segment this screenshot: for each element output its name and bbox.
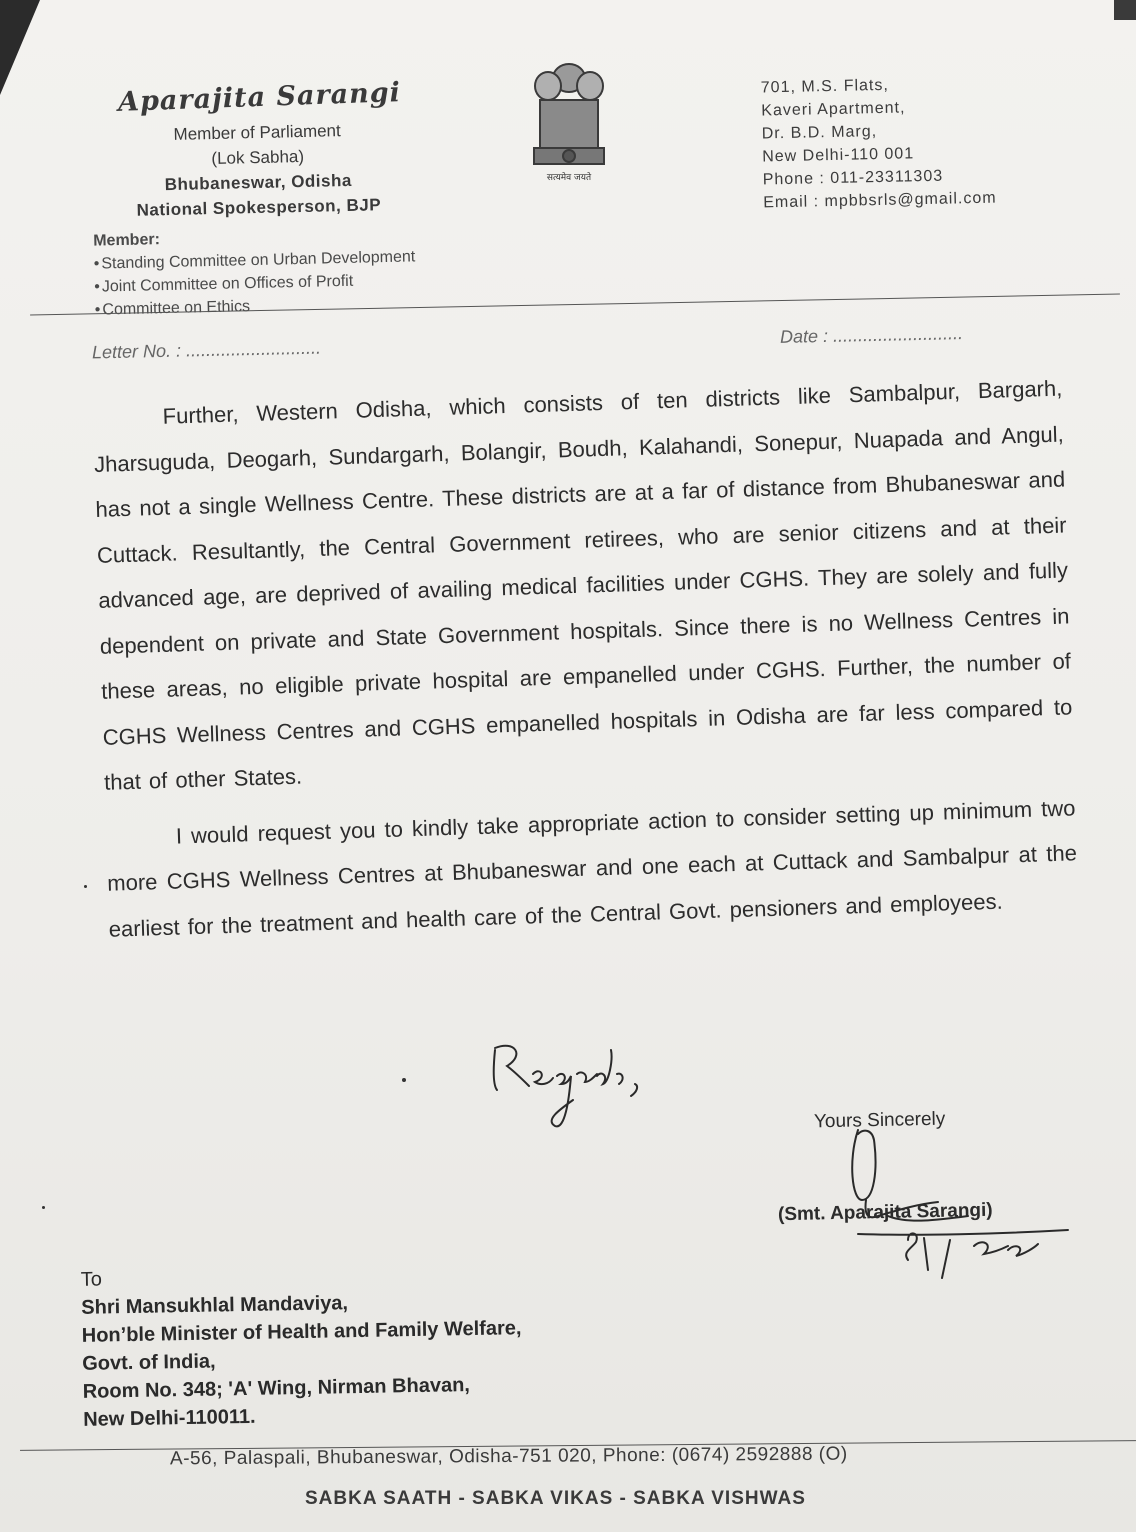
title-line: Bhubaneswar, Odisha <box>164 170 353 195</box>
letter-date: Date : .......................... <box>779 323 964 347</box>
footer-motto: SABKA SAATH - SABKA VIKAS - SABKA VISHWAS <box>305 1488 806 1509</box>
recipient-line: Govt. of India, <box>82 1350 216 1375</box>
emblem-motto: सत्यमेव जयते <box>546 173 592 183</box>
recipient-line: Room No. 348; 'A' Wing, Nirman Bhavan, <box>82 1374 471 1403</box>
body-paragraph: I would request you to kindly take appropriate action to consider setting up minimum two more CGHS Wellness Centres at Bhubaneswar and one each at Cuttack and Sambalpur at the earliest for the treatment and health care of the Central Govt. pensioners and employees. <box>106 794 1078 942</box>
ink-speck <box>84 885 87 888</box>
committee-item: • Committee on Ethics <box>94 298 251 319</box>
committee-item: • Joint Committee on Offices of Profit <box>94 272 354 296</box>
recipient-line: Shri Mansukhlal Mandaviya, <box>81 1292 349 1319</box>
title-line: Member of Parliament <box>173 121 341 144</box>
letter-number: Letter No. : ........................... <box>91 337 322 363</box>
letterhead-titles <box>107 117 409 224</box>
body-paragraph: Further, Western Odisha, which consists of ten districts like Sambalpur, Bargarh, Jharsuguda, Deogarh, Sundargarh, Bolangir, Boudh, Kalahandi, Sonepur, Nuapada and Angul, has not a single Wellness Centre. These districts are at a far of distance from Bhubaneswar and Cuttack. Resultantly, the Central Government retirees, who are senior citizens and at their advanced age, are deprived of availing medical facilities under CGHS. They are solely and fully dependent on private and State Government hospitals. Since there is no Wellness Centres in these areas, no eligible private hospital are empanelled under CGHS. Further, the number of CGHS Wellness Centres and CGHS empanelled hospitals in Odisha are far less compared to that of other States. <box>93 375 1073 795</box>
handwritten-regards <box>485 1030 675 1140</box>
letter-body <box>92 366 1079 952</box>
committee-item: • Standing Committee on Urban Development <box>93 248 416 273</box>
ink-speck <box>42 1206 45 1209</box>
ink-speck <box>402 1078 406 1082</box>
page-corner-shadow <box>0 0 40 95</box>
title-line: (Lok Sabha) <box>211 146 305 169</box>
national-emblem-icon <box>526 56 612 186</box>
address-line: New Delhi-110 001 <box>762 145 915 166</box>
email-line: Email : mpbbsrls@gmail.com <box>763 189 997 212</box>
recipient-to: To <box>80 1268 103 1291</box>
closing-phrase: Yours Sincerely <box>813 1108 946 1133</box>
office-address <box>761 72 997 215</box>
address-line: Dr. B.D. Marg, <box>761 123 878 143</box>
title-line: National Spokesperson, BJP <box>136 195 382 220</box>
committee-title: Member: <box>93 231 161 250</box>
signatory-name: (Smt. Aparajita Sarangi) <box>777 1199 993 1226</box>
recipient-line: New Delhi-110011. <box>83 1405 256 1431</box>
recipient-address <box>81 1258 524 1434</box>
address-line: 701, M.S. Flats, <box>760 76 890 97</box>
recipient-line: Hon’ble Minister of Health and Family Welfare, <box>81 1317 522 1347</box>
address-line: Kaveri Apartment, <box>761 99 906 120</box>
footer-address: A-56, Palaspali, Bhubaneswar, Odisha-751 020, Phone: (0674) 2592888 (O) <box>169 1443 848 1470</box>
committee-list <box>93 222 417 321</box>
letterhead-name: Aparajita Sarangi <box>117 77 402 118</box>
page-edge-shadow <box>1114 0 1136 20</box>
phone-line: Phone : 011-23311303 <box>762 167 944 189</box>
